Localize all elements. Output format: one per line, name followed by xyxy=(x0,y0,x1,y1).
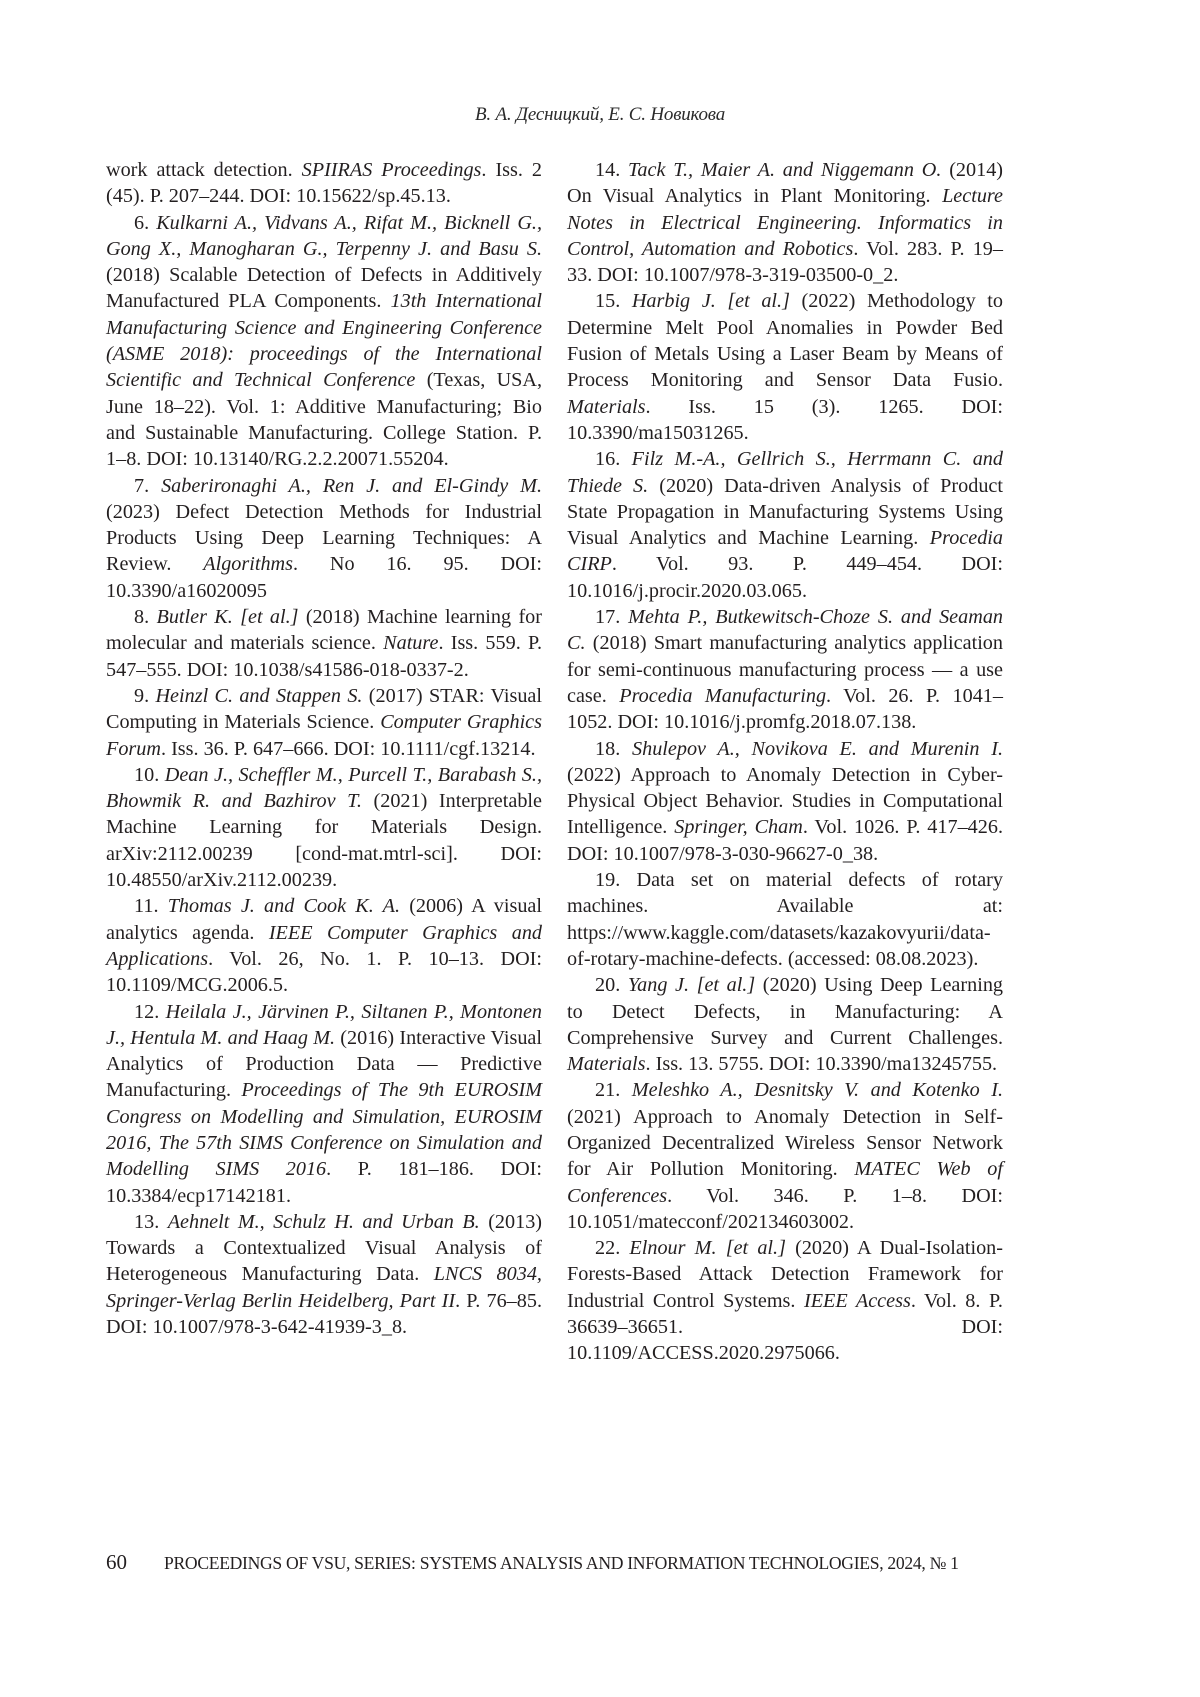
reference-entry xyxy=(106,893,542,998)
reference-entry xyxy=(567,736,1003,867)
reference-number: 22. xyxy=(595,1237,630,1260)
reference-text: (2020) A Dual-Isolation-Forests-Based Attack Detection Framework for Industrial Control Systems. xyxy=(567,1237,1003,1312)
reference-entry xyxy=(106,1209,542,1340)
reference-number: 12. xyxy=(134,1000,166,1023)
reference-text: . Vol. 1026. P. 417–426. DOI: 10.1007/978-3-030-96627-0_38. xyxy=(567,816,1004,865)
reference-number: 10. xyxy=(134,763,165,786)
reference-text: (2006) A visual analytics agenda. xyxy=(106,895,542,944)
reference-entry xyxy=(567,288,1003,446)
reference-entry xyxy=(567,446,1003,604)
reference-entry xyxy=(106,473,542,604)
reference-text: . Iss. 13. 5755. DOI: 10.3390/ma13245755. xyxy=(645,1053,998,1076)
reference-number: 7. xyxy=(134,474,162,497)
reference-italic-text: Materials xyxy=(567,395,646,418)
reference-text: (2021) Interpretable Machine Learning for Materials Design. arXiv:2112.00239 [cond-mat.mtrl-sci]. DOI: 10.48550/arXiv.2112.00239. xyxy=(106,790,543,892)
reference-text: work attack detection. xyxy=(106,159,302,181)
reference-text: (2021) Approach to Anomaly Detection in Self-Organized Decentralized Wireless Sensor Network for Air Pollution Monitoring. xyxy=(567,1105,1003,1181)
reference-italic-text: Procedia Manufacturing xyxy=(619,684,827,707)
reference-italic-text: Thomas J. and Cook K. A. xyxy=(167,895,401,918)
reference-text: . Iss. 15 (3). 1265. DOI: 10.3390/ma15031265. xyxy=(567,395,1003,444)
reference-number: 14. xyxy=(595,159,629,181)
reference-number: 16. xyxy=(595,448,632,471)
reference-entry xyxy=(567,1235,1003,1366)
reference-text: . Iss. 36. P. 647–666. DOI: 10.1111/cgf.13214. xyxy=(160,737,536,760)
reference-italic-text: Kulkarni A., Vidvans A., Rifat M., Bicknell G., Gong X., Manogharan G., Terpenny J. and Basu S. xyxy=(106,211,543,260)
reference-text: (2023) Defect Detection Methods for Industrial Products Using Deep Learning Techniques: A Review. xyxy=(106,500,542,576)
reference-text: (2020) Data-driven Analysis of Product State Propagation in Manufacturing Systems Using Visual Analytics and Machine Learning. xyxy=(567,474,1003,550)
reference-italic-text: Harbig J. [et al.] xyxy=(631,290,790,313)
reference-italic-text: Lecture Notes in Electrical Engineering. Informatics in Control, Automation and Robotics xyxy=(567,185,1003,260)
reference-entry xyxy=(106,683,542,762)
reference-italic-text: 13th International Manufacturing Science and Engineering Conference (ASME 2018): proceedings of the International Scientific and Technical Conference xyxy=(106,290,542,392)
reference-italic-text: SPIIRAS Proceedings xyxy=(301,159,482,181)
reference-italic-text: IEEE Access xyxy=(804,1289,911,1312)
reference-text: (2013) Towards a Contextualized Visual Analysis of Heterogeneous Manufacturing Data. xyxy=(106,1210,543,1286)
reference-number: 17. xyxy=(595,606,629,629)
reference-text: . Iss. 559. P. 547–555. DOI: 10.1038/s41586-018-0337-2. xyxy=(106,632,542,681)
reference-italic-text: Filz M.-A., Gellrich S., Herrmann C. and Thiede S. xyxy=(567,448,1003,497)
reference-entry xyxy=(567,972,1003,1077)
reference-entry xyxy=(106,157,542,210)
reference-text: . Iss. 2 (45). P. 207–244. DOI: 10.15622/sp.45.13. xyxy=(106,159,542,208)
reference-entry xyxy=(106,210,542,473)
reference-number: 20. xyxy=(595,974,628,997)
reference-text: . Vol. 26. P. 1041–1052. DOI: 10.1016/j.promfg.2018.07.138. xyxy=(567,684,1003,734)
reference-text: (Texas, USA, June 18–22). Vol. 1: Additive Manufacturing; Bio and Sustainable Manufacturing. College Station. P. 1–8. DOI: 10.13140/RG.2.2.20071.55204. xyxy=(106,369,543,471)
reference-text: . P. 76–85. DOI: 10.1007/978-3-642-41939-3_8. xyxy=(106,1289,542,1339)
reference-italic-text: Computer Graphics Forum xyxy=(106,711,542,760)
reference-entry xyxy=(567,867,1003,972)
reference-number: 9. xyxy=(134,684,156,707)
reference-italic-text: Heinzl C. and Stappen S. xyxy=(155,684,363,707)
reference-italic-text: Springer, Cham xyxy=(674,816,803,839)
references-left-column xyxy=(106,157,542,1340)
reference-italic-text: Yang J. [et al.] xyxy=(627,974,756,997)
reference-italic-text: Mehta P., Butkewitsch-Choze S. and Seaman C. xyxy=(567,606,1004,655)
reference-text: . Vol. 93. P. 449–454. DOI: 10.1016/j.procir.2020.03.065. xyxy=(567,553,1003,602)
reference-number: 21. xyxy=(595,1079,632,1102)
reference-italic-text: LNCS 8034, Springer-Verlag Berlin Heidelberg, Part II xyxy=(106,1263,542,1312)
page-number: 60 xyxy=(106,1550,127,1574)
reference-italic-text: Tack T., Maier A. and Niggemann O. xyxy=(628,159,942,181)
reference-entry xyxy=(106,604,542,683)
reference-text: . No 16. 95. DOI: 10.3390/a16020095 xyxy=(106,553,542,602)
reference-number: 8. xyxy=(134,606,157,629)
reference-text: (2018) Scalable Detection of Defects in Additively Manufactured PLA Components. xyxy=(106,264,542,313)
reference-number: 11. xyxy=(134,895,168,918)
reference-italic-text: MATEC Web of Conferences xyxy=(567,1158,1004,1207)
page-footer xyxy=(106,1550,1006,1575)
reference-entry xyxy=(106,999,542,1209)
reference-italic-text: Dean J., Scheffler M., Purcell T., Barabash S., Bhowmik R. and Bazhirov T. xyxy=(106,763,542,813)
reference-italic-text: Algorithms xyxy=(203,553,293,576)
reference-entry xyxy=(567,1077,1003,1235)
reference-italic-text: Procedia CIRP xyxy=(567,527,1003,576)
reference-entry xyxy=(567,604,1003,735)
reference-text: . Vol. 26, No. 1. P. 10–13. DOI: 10.1109/MCG.2006.5. xyxy=(106,947,542,997)
references-right-column xyxy=(567,157,1003,1367)
reference-text: . Vol. 346. P. 1–8. DOI: 10.1051/matecconf/202134603002. xyxy=(567,1184,1003,1233)
reference-text: (2014) On Visual Analytics in Plant Monitoring. xyxy=(567,159,1004,208)
reference-italic-text: Aehnelt M., Schulz H. and Urban B. xyxy=(167,1210,480,1233)
reference-text: Data set on material defects of rotary machines. Available at: https://www.kaggle.com/datasets/kazakovyurii/data-of-rotary-machine-defects. (accessed: 08.08.2023). xyxy=(567,869,1003,970)
reference-italic-text: Materials xyxy=(567,1053,646,1076)
reference-text: (2018) Machine learning for molecular and materials science. xyxy=(106,606,542,655)
reference-entry xyxy=(106,762,542,893)
reference-text: (2020) Using Deep Learning to Detect Defects, in Manufacturing: A Comprehensive Survey and Current Challenges. xyxy=(567,974,1004,1049)
reference-italic-text: IEEE Computer Graphics and Applications xyxy=(106,921,543,970)
reference-text: (2017) STAR: Visual Computing in Materials Science. xyxy=(106,684,542,734)
running-head-authors: В. А. Десницкий, Е. С. Новикова xyxy=(474,104,726,125)
reference-italic-text: Meleshko A., Desnitsky V. and Kotenko I. xyxy=(631,1079,1004,1102)
reference-entry xyxy=(567,157,1003,288)
reference-number: 18. xyxy=(595,737,632,760)
reference-text: (2018) Smart manufacturing analytics application for semi-continuous manufacturing process — a use case. xyxy=(567,632,1003,707)
reference-italic-text: Butler K. [et al.] xyxy=(156,606,299,629)
reference-text: . Vol. 283. P. 19–33. DOI: 10.1007/978-3-319-03500-0_2. xyxy=(567,237,1003,287)
reference-text: . Vol. 8. P. 36639–36651. DOI: 10.1109/ACCESS.2020.2975066. xyxy=(567,1289,1003,1365)
reference-italic-text: Heilala J., Järvinen P., Siltanen P., Montonen J., Hentula M. and Haag M. xyxy=(106,1000,542,1049)
reference-text: (2022) Approach to Anomaly Detection in Cyber-Physical Object Behavior. Studies in Computational Intelligence. xyxy=(567,763,1003,839)
reference-italic-text: Saberironaghi A., Ren J. and El-Gindy M. xyxy=(161,474,542,497)
journal-title: PROCEEDINGS OF VSU, SERIES: SYSTEMS ANALYSIS AND INFORMATION TECHNOLOGIES, 2024, № 1 xyxy=(164,1553,959,1573)
reference-text: (2016) Interactive Visual Analytics of Production Data — Predictive Manufacturing. xyxy=(106,1026,542,1102)
reference-number: 15. xyxy=(595,290,632,313)
reference-italic-text: Elnour M. [et al.] xyxy=(629,1237,786,1260)
reference-italic-text: Nature xyxy=(383,632,439,655)
reference-number: 19. xyxy=(595,869,637,892)
reference-number: 6. xyxy=(134,211,157,234)
reference-italic-text: Shulepov A., Novikova E. and Murenin I. xyxy=(632,737,1004,760)
reference-number: 13. xyxy=(134,1210,168,1233)
reference-text: (2022) Methodology to Determine Melt Pool Anomalies in Powder Bed Fusion of Metals Using a Laser Beam by Means of Process Monitoring and Sensor Data Fusio. xyxy=(567,290,1004,392)
reference-text: . P. 181–186. DOI: 10.3384/ecp17142181. xyxy=(106,1158,542,1207)
reference-italic-text: Proceedings of The 9th EUROSIM Congress on Modelling and Simulation, EUROSIM 2016, The 57th SIMS Conference on Simulation and Modelling SIMS 2016 xyxy=(106,1079,542,1181)
